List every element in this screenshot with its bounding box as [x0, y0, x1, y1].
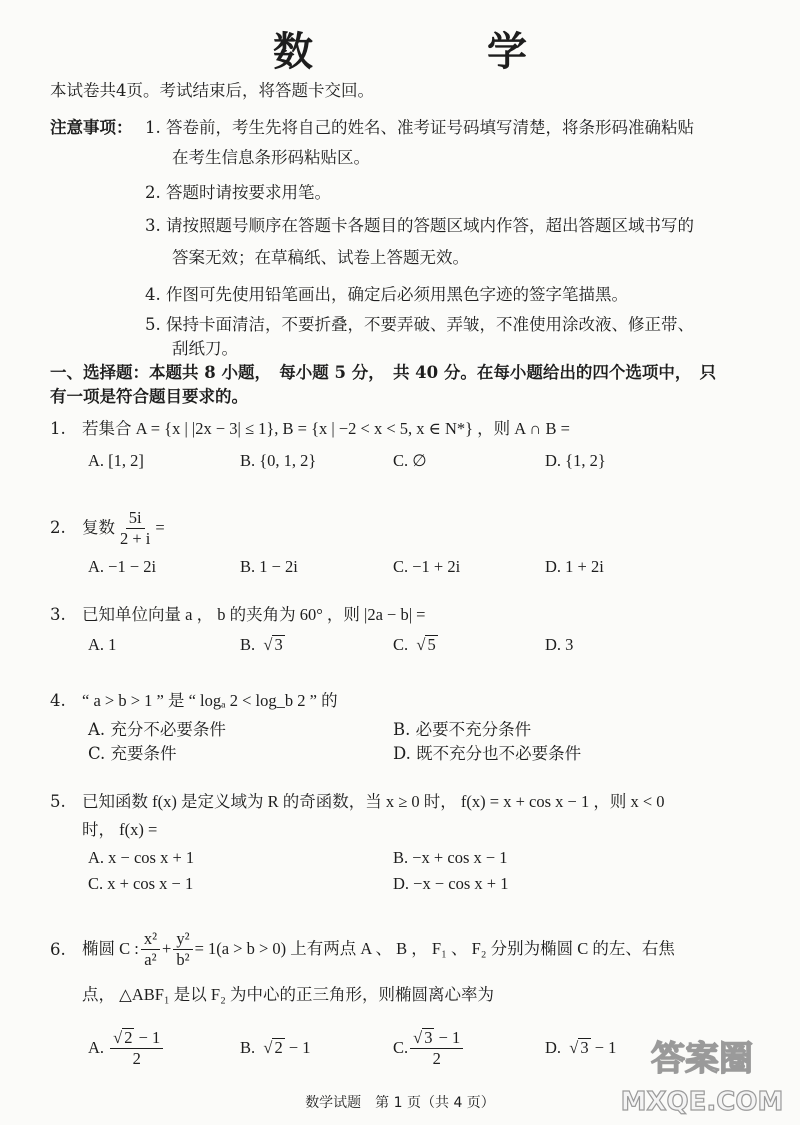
q2-option-b: B. 1 − 2i — [240, 557, 298, 576]
notice-item-2: 2. 答题时请按要求用笔。 — [145, 183, 331, 202]
q6-option-a: A. $\frac{√ 2 - 1}{2}$ — [88, 1020, 165, 1076]
q2-fraction: $\frac{5i}{2 + i}$ — [120, 507, 151, 548]
page-title: 数 学 — [273, 28, 607, 75]
q3-option-a: A. 1 — [88, 635, 117, 654]
notice-item-4: 4. 作图可先使用铅笔画出，确定后必须用黑色字迹的签字笔描黑。 — [145, 285, 628, 304]
question-6-stem-cont: 点， △ABF₁ 是以 F₂ 为中心的正三角形，则椭圆离心率为 — [82, 985, 494, 1004]
svg-text:答案圈: 答案圈 — [651, 1039, 753, 1079]
q1-option-b: B. {0, 1, 2} — [240, 451, 317, 470]
q6-fraction-y: $\frac{\text{y²}}{\text{b²}}$ — [173, 929, 192, 970]
q5-option-c: C. x + cos x − 1 — [88, 874, 194, 893]
question-3-number: 3. — [50, 605, 66, 624]
q5-option-d: D. −x − cos x + 1 — [393, 874, 509, 893]
q4-option-d: D. 既不充分也不必要条件 — [393, 744, 582, 763]
q5-option-b: B. −x + cos x − 1 — [393, 848, 508, 867]
q4-option-a: A. 充分不必要条件 — [88, 720, 226, 739]
intro-text: 本试卷共4页。考试结束后，将答题卡交回。 — [50, 81, 374, 100]
svg-text:MXQE.COM: MXQE.COM — [620, 1087, 784, 1117]
question-5-stem: 已知函数 f(x) 是定义域为 R 的奇函数，当 x ≥ 0 时， f(x) = x + cos x − 1 ，则 x < 0 — [82, 792, 665, 811]
question-4-stem: “ a > b > 1 ” 是 “ logₐ 2 < log_b 2 ” 的 — [82, 691, 338, 710]
q3-option-c: C. √ 5 — [393, 635, 436, 654]
q6-option-d: D. √ 3 − 1 — [545, 1038, 617, 1057]
notice-label: 注意事项： — [50, 118, 133, 137]
q4-option-c: C. 充要条件 — [88, 744, 177, 763]
q2-option-a: A. −1 − 2i — [88, 557, 157, 576]
q1-option-d: D. {1, 2} — [545, 451, 606, 470]
q1-option-c: C. ∅ — [393, 451, 427, 470]
question-1-stem: 若集合 A = {x | |2x − 3| ≤ 1}, B = {x | −2 < x < 5, x ∈ N*} ，则 A ∩ B = — [82, 419, 570, 438]
question-4-number: 4. — [50, 691, 66, 710]
watermark-logo — [612, 1030, 792, 1120]
q1-option-a: A. [1, 2] — [88, 451, 144, 470]
notice-item-5-cont: 刮纸刀。 — [172, 339, 238, 358]
page-footer: 数学试题 第 1 页（共 4 页） — [305, 1095, 495, 1111]
q6-fraction-x: $\frac{\text{x²}}{\text{a²}}$ — [141, 929, 160, 970]
question-6-stem: 椭圆 C : $\frac{\text{x²}}{\text{a²}}$ + $\frac{\text{y²}}{\text{b²}}$ = 1(a > b > 0) 上有两点 A 、 B ， F₁ 、 F₂ 分别为椭圆 C 的左、右焦 — [82, 928, 675, 969]
notice-item-5: 5. 保持卡面清洁，不要折叠，不要弄破、弄皱，不准使用涂改液、修正带、 — [145, 315, 694, 334]
notice-item-1: 1. 答卷前，考生先将自己的姓名、准考证号码填写清楚，将条形码准确粘贴 — [145, 118, 694, 137]
question-5-number: 5. — [50, 792, 66, 811]
question-1-number: 1. — [50, 419, 66, 438]
q3-option-d: D. 3 — [545, 635, 574, 654]
q3-option-b: B. √ 3 — [240, 635, 283, 654]
q4-option-b: B. 必要不充分条件 — [393, 720, 532, 739]
q6-option-b: B. √ 2 − 1 — [240, 1038, 311, 1057]
question-6-number: 6. — [50, 940, 66, 959]
section-heading-cont: 有一项是符合题目要求的。 — [50, 387, 248, 406]
q2-option-c: C. −1 + 2i — [393, 557, 461, 576]
question-2-stem: 复数 $\frac{5i}{2 + i}$ = — [82, 507, 165, 548]
q6-option-c: C. $\frac{√ 3 - 1}{2}$ — [393, 1020, 465, 1076]
question-5-stem-cont: 时， f(x) = — [82, 820, 158, 839]
notice-item-1-cont: 在考生信息条形码粘贴区。 — [172, 148, 370, 167]
notice-item-3-cont: 答案无效；在草稿纸、试卷上答题无效。 — [172, 248, 469, 267]
notice-item-3: 3. 请按照题号顺序在答题卡各题目的答题区域内作答，超出答题区域书写的 — [145, 216, 694, 235]
q5-option-a: A. x − cos x + 1 — [88, 848, 195, 867]
q2-option-d: D. 1 + 2i — [545, 557, 604, 576]
section-heading: 一、选择题：本题共 8 小题， 每小题 5 分， 共 40 分。在每小题给出的四个选项中， 只 — [50, 363, 717, 382]
question-3-stem: 已知单位向量 a ， b 的夹角为 60° ，则 |2a − b| = — [82, 605, 426, 624]
question-2-number: 2. — [50, 518, 66, 537]
